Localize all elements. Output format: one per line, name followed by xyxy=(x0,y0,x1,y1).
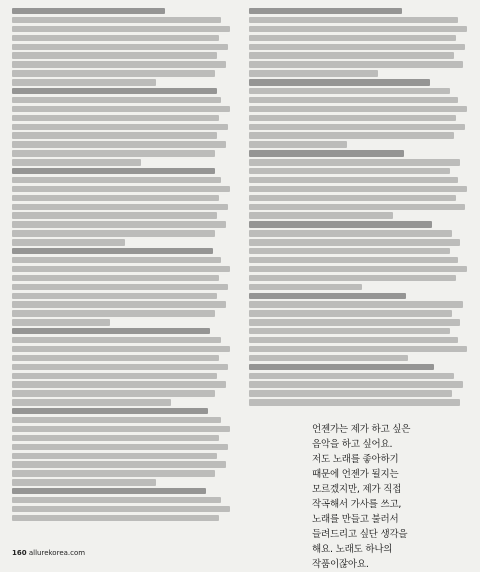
text-line xyxy=(12,284,228,290)
text-line xyxy=(249,70,378,76)
text-line xyxy=(249,88,450,94)
text-line xyxy=(12,506,230,512)
text-line xyxy=(12,355,219,361)
text-line xyxy=(249,293,406,299)
text-line xyxy=(12,124,228,130)
text-line xyxy=(249,52,454,58)
text-line xyxy=(249,364,434,370)
right-text-column xyxy=(249,8,467,408)
text-line xyxy=(12,461,226,467)
text-line xyxy=(12,319,110,325)
text-line xyxy=(249,212,393,218)
text-line xyxy=(12,26,230,32)
text-line xyxy=(249,346,467,352)
text-line xyxy=(249,310,452,316)
page-number: 160 xyxy=(12,549,27,557)
text-line xyxy=(12,497,221,503)
text-line xyxy=(12,132,217,138)
text-line xyxy=(249,355,408,361)
text-line xyxy=(249,390,452,396)
text-line xyxy=(249,44,465,50)
text-line xyxy=(12,364,228,370)
text-line xyxy=(12,35,219,41)
text-line xyxy=(12,8,165,14)
pull-quote: 언젠가는 제가 하고 싶은 음악을 하고 싶어요. 저도 노래를 좋아하기 때문에 언젠가 될지는 모르겠지만, 제가 직접 작곡해서 가사를 쓰고, 노래를 만들고 불러서 들려드리고 싶단 생각을 해요. 노래도 하나의 작품이잖아요. xyxy=(312,424,411,570)
text-line xyxy=(12,239,125,245)
text-line xyxy=(12,266,230,272)
text-line xyxy=(12,301,226,307)
text-line xyxy=(249,115,456,121)
text-line xyxy=(12,221,226,227)
text-line xyxy=(249,79,430,85)
text-line xyxy=(12,150,215,156)
text-line xyxy=(12,257,221,263)
text-line xyxy=(12,168,215,174)
left-text-column xyxy=(12,8,230,524)
text-line xyxy=(12,61,226,67)
text-line xyxy=(249,319,460,325)
text-line xyxy=(12,115,219,121)
text-line xyxy=(249,159,460,165)
text-line xyxy=(12,328,210,334)
text-line xyxy=(12,195,219,201)
text-line xyxy=(12,337,221,343)
text-line xyxy=(12,293,217,299)
text-line xyxy=(12,141,226,147)
text-line xyxy=(12,79,156,85)
text-line xyxy=(249,257,458,263)
text-line xyxy=(12,70,215,76)
text-line xyxy=(249,204,465,210)
text-line xyxy=(249,132,454,138)
text-line xyxy=(249,239,460,245)
text-line xyxy=(249,186,467,192)
text-line xyxy=(249,26,467,32)
text-line xyxy=(249,8,402,14)
text-line xyxy=(12,390,215,396)
text-line xyxy=(249,17,458,23)
text-line xyxy=(12,212,217,218)
text-line xyxy=(249,328,450,334)
text-line xyxy=(12,186,230,192)
text-line xyxy=(249,106,467,112)
text-line xyxy=(12,417,221,423)
text-line xyxy=(12,444,228,450)
text-line xyxy=(12,88,217,94)
text-line xyxy=(249,248,450,254)
text-line xyxy=(12,248,213,254)
text-line xyxy=(249,373,454,379)
text-line xyxy=(249,141,347,147)
text-line xyxy=(249,399,460,405)
text-line xyxy=(249,124,465,130)
text-line xyxy=(12,435,219,441)
text-line xyxy=(249,195,456,201)
site-url: allurekorea.com xyxy=(28,549,86,557)
page-footer xyxy=(12,549,85,557)
text-line xyxy=(12,346,230,352)
text-line xyxy=(12,408,208,414)
text-line xyxy=(12,453,217,459)
text-line xyxy=(249,168,450,174)
text-line xyxy=(249,381,463,387)
text-line xyxy=(249,275,456,281)
text-line xyxy=(12,44,228,50)
text-line xyxy=(12,426,230,432)
text-line xyxy=(249,35,456,41)
text-line xyxy=(249,61,463,67)
text-line xyxy=(249,301,463,307)
text-line xyxy=(249,97,458,103)
text-line xyxy=(12,52,217,58)
text-line xyxy=(12,488,206,494)
text-line xyxy=(12,515,219,521)
text-line xyxy=(249,337,458,343)
text-line xyxy=(12,17,221,23)
text-line xyxy=(12,310,215,316)
text-line xyxy=(12,230,215,236)
text-line xyxy=(249,150,404,156)
text-line xyxy=(249,284,362,290)
text-line xyxy=(249,177,458,183)
text-line xyxy=(12,470,215,476)
text-line xyxy=(12,399,171,405)
text-line xyxy=(249,230,452,236)
text-line xyxy=(249,266,467,272)
text-line xyxy=(12,373,217,379)
text-line xyxy=(12,204,228,210)
text-line xyxy=(12,381,226,387)
text-line xyxy=(12,159,141,165)
text-line xyxy=(12,177,221,183)
text-line xyxy=(12,97,221,103)
text-line xyxy=(12,479,156,485)
text-line xyxy=(12,275,219,281)
text-line xyxy=(249,221,432,227)
text-line xyxy=(12,106,230,112)
